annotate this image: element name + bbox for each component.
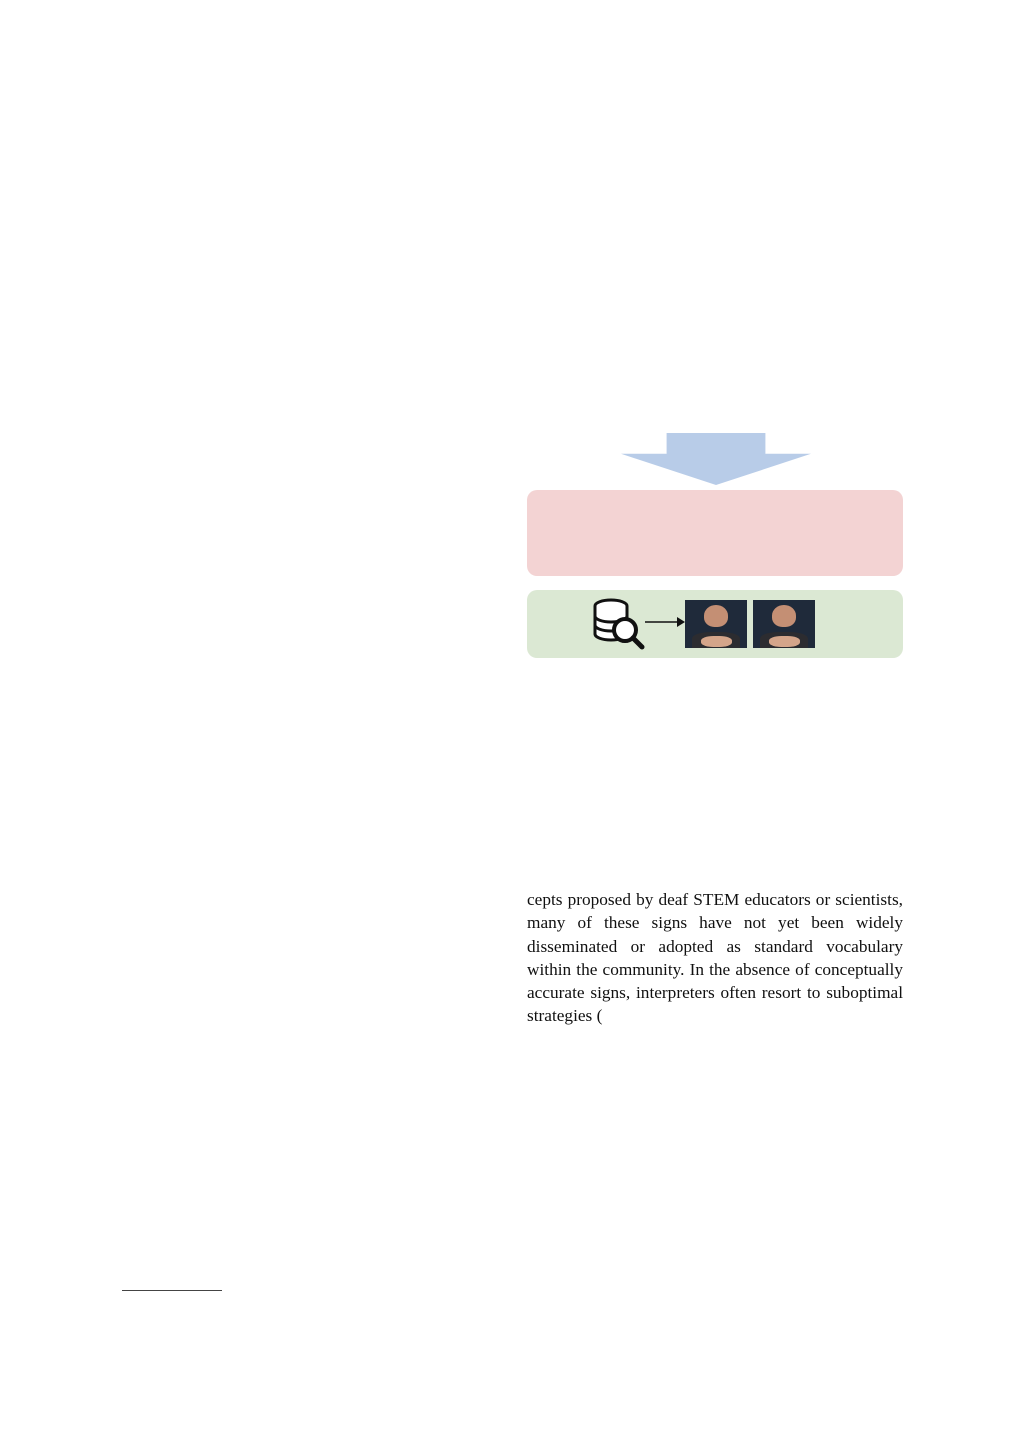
database-search-icon <box>591 598 645 650</box>
fs-detection-arrow <box>621 433 811 485</box>
paragraph-continued: cepts proposed by deaf STEM educators or scientists, many of these signs have not yet been widely disseminated or adopted as standard vocabulary within the community. In the absence of conceptually accurate signs, interpreters often resort to suboptimal strategies ( <box>527 890 903 1026</box>
footnote-divider <box>122 1290 222 1291</box>
video-frame-strip <box>540 366 890 412</box>
fs-frame-strip <box>537 498 887 544</box>
sign-suggestion-panel <box>527 590 903 658</box>
paragraph <box>122 886 498 979</box>
section-heading-introduction <box>122 850 140 872</box>
footnote <box>122 1294 502 1317</box>
suggested-sign-thumbnail <box>685 600 747 648</box>
figure-1 <box>527 364 903 664</box>
intro-column-left <box>122 886 498 979</box>
intro-column-right <box>527 888 903 1028</box>
arrow-right-icon <box>645 616 685 628</box>
fingerspelling-panel <box>527 490 903 576</box>
suggested-sign-thumbnail <box>753 600 815 648</box>
